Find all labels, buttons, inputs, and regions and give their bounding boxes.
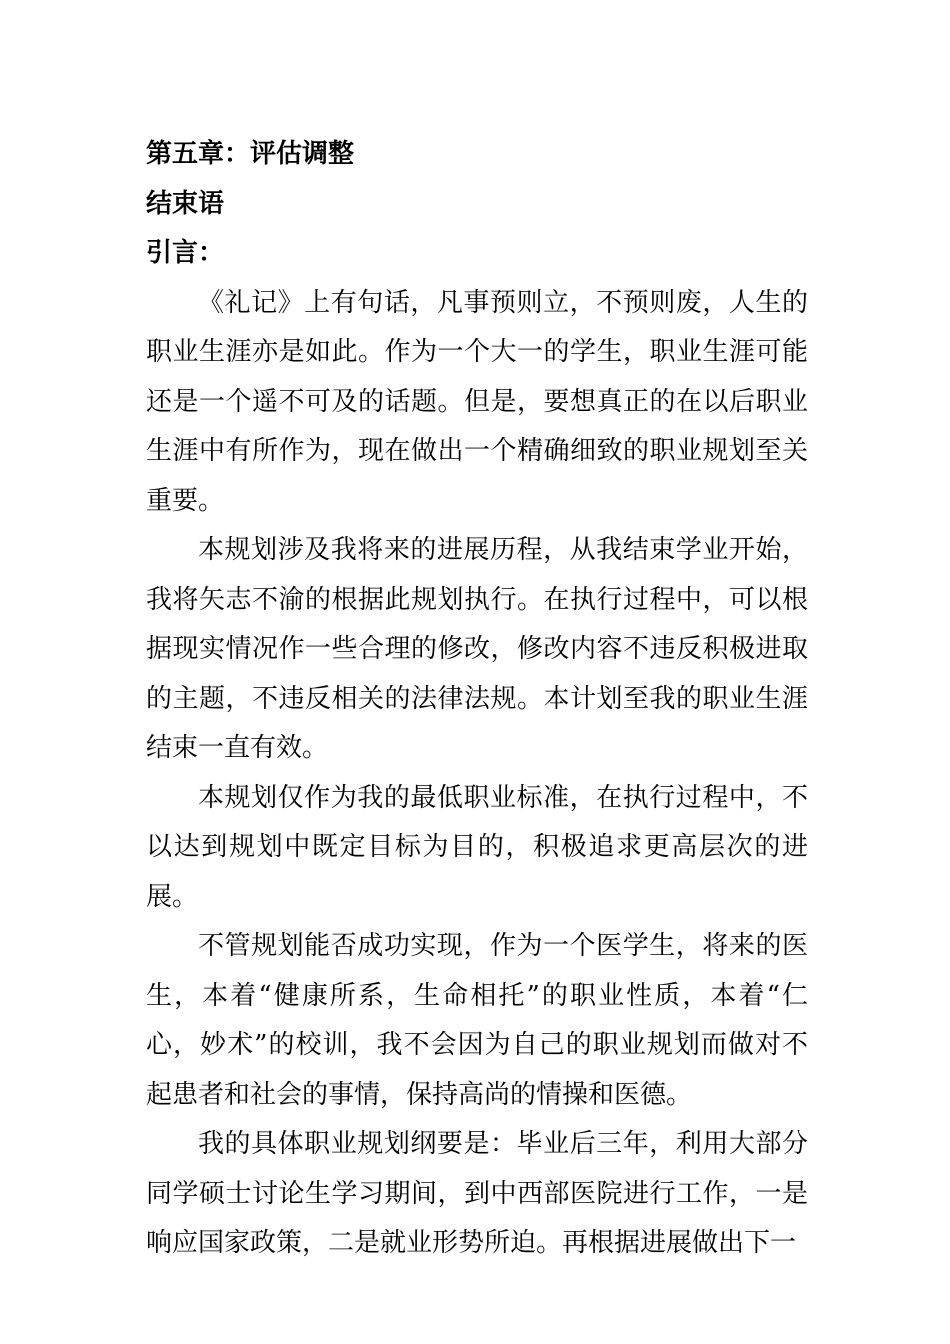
chapter-heading: 第五章：评估调整 [146,139,355,169]
paragraph-2: 本规划涉及我将来的进展历程，从我结束学业开始，我将矢志不渝的根据此规划执行。在执行过程中，可以根据现实情况作一些合理的修改，修改内容不违反积极进取的主题，不违反相关的法律法规。本计划至我的职业生涯结束一直有效。 [146,535,808,763]
paragraph-3: 本规划仅作为我的最低职业标准，在执行过程中，不以达到规划中既定目标为目的，积极追求更高层次的进展。 [146,782,808,912]
conclusion-heading: 结束语 [146,188,225,219]
introduction-heading: 引言： [146,238,225,268]
document-body [146,130,808,1269]
paragraph-4: 不管规划能否成功实现，作为一个医学生，将来的医生，本着“健康所系，生命相托”的职业性质，本着“仁心，妙术”的校训，我不会因为自己的职业规划而做对不起患者和社会的事情，保持高尚的情操和医德。 [146,931,808,1110]
paragraph-1: 《礼记》上有句话，凡事预则立，不预则废，人生的职业生涯亦是如此。作为一个大一的学生，职业生涯可能还是一个遥不可及的话题。但是，要想真正的在以后职业生涯中有所作为，现在做出一个精确细致的职业规划至关重要。 [146,287,808,516]
paragraph-5: 我的具体职业规划纲要是：毕业后三年，利用大部分同学硕士讨论生学习期间，到中西部医院进行工作，一是响应国家政策，二是就业形势所迫。再根据进展做出下一 [146,1129,808,1258]
